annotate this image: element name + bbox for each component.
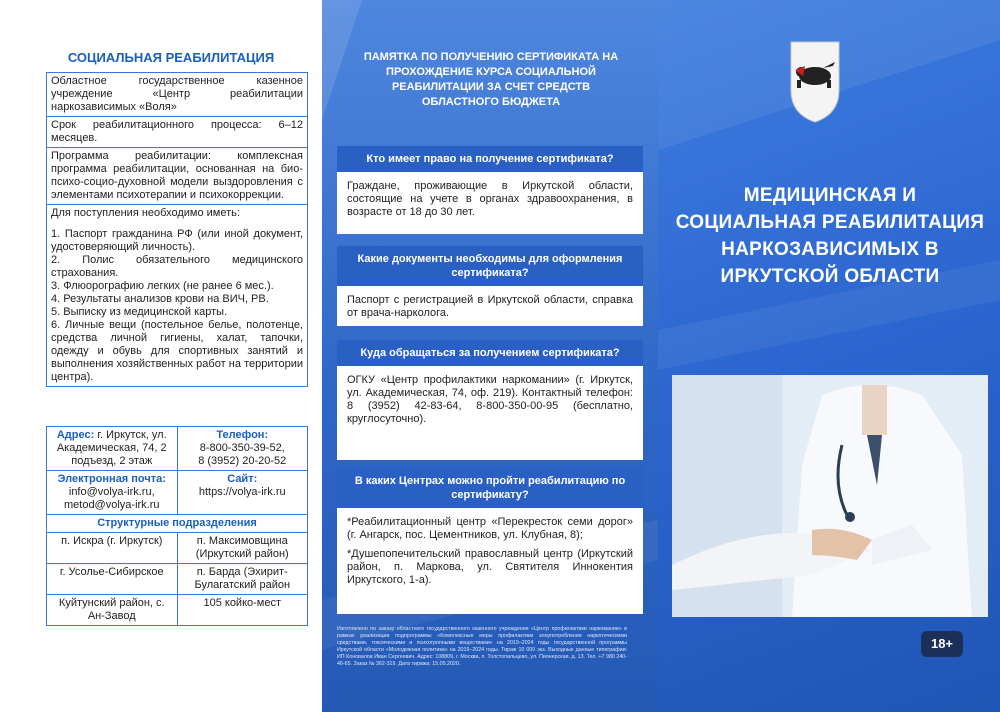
document-item: 2. Полис обязательного медицинского страхования. [51,254,303,279]
info-table [46,72,308,387]
question-heading: В каких Центрах можно пройти реабилитацию по сертификату? [337,468,643,508]
site-cell [178,471,308,514]
documents-row [47,205,307,386]
site-link[interactable]: https://volya-irk.ru [198,486,286,498]
doctor-handshake-photo [672,375,988,617]
email-link[interactable]: metod@volya-irk.ru [63,499,160,511]
answer-text: Граждане, проживающие в Иркутской области, состоящие на учете в органах здравоохранения, в возрасте от 18 до 30 лет. [347,180,633,218]
phone-value: 8-800-350-39-52, [199,442,285,454]
document-item: 3. Флюорографию легких (не ранее 6 мес.). [51,280,274,292]
answer-text: Паспорт с регистрацией в Иркутской области, справка от врача-нарколога. [347,294,633,319]
address-cell [47,427,178,470]
documents-intro: Для поступления необходимо иметь: [51,207,240,219]
fine-print: Изготовлено по заказу областного государственного казенного учреждения «Центр профилактики наркомании» в рамках реализации подпрограммы «Комплексные меры профилактики злоупотребления наркотическими средствами, токсическими и психотропными веществами» на 2019–2024 годы государственной программы Иркутской области «Молодежная политика» на 2019–2024 годы. Тираж 10 000 экз. Выходные данные типографии: ИП Коновалов Иван Сергеевич. Адрес: 108809, г. Москва, п. Толстопальцево, ул. Пионерская, д. 13. Тел. +7 980 240-46-65. Заказ № 362-319. Дата тиража: 15.05.2020. [337,626,627,667]
site-label: Сайт: [227,473,258,485]
brochure-title: МЕДИЦИНСКАЯ И СОЦИАЛЬНАЯ РЕАБИЛИТАЦИЯ НАРКОЗАВИСИМЫХ В ИРКУТСКОЙ ОБЛАСТИ [675,185,985,287]
duration-row: Срок реабилитационного процесса: 6–12 месяцев. [47,117,307,148]
left-panel [0,0,322,712]
coat-of-arms-icon [787,36,843,124]
question-heading: Кто имеет право на получение сертификата? [337,146,643,172]
institution-row: Областное государственное казенное учреждение «Центр реабилитации наркозависимых «Воля» [47,73,307,117]
program-row: Программа реабилитации: комплексная программа реабилитации, основанная на био-психо-социо-духовной модели выздоровления с элементами психотерапии и психокоррекции. [47,148,307,205]
answer-text: ОГКУ «Центр профилактики наркомании» (г. Иркутск, ул. Академическая, 74, оф. 219). Контактный телефон: 8 (3952) 42-83-64, 8-800-350-00-95 (бесплатно, круглосуточно). [347,374,633,425]
unit-cell: п. Барда (Эхирит-Булагатский район [194,566,291,591]
unit-cell: 105 койко-мест [203,597,282,609]
unit-cell: г. Усолье-Сибирское [47,564,178,594]
email-link[interactable]: info@volya-irk.ru, [68,486,155,498]
memo-title: ПАМЯТКА ПО ПОЛУЧЕНИЮ СЕРТИФИКАТА НА ПРОХОЖДЕНИЕ КУРСА СОЦИАЛЬНОЙ РЕАБИЛИТАЦИИ ЗА СЧЕТ СРЕДСТВ ОБЛАСТНОГО БЮДЖЕТА [363,51,619,108]
question-heading: Куда обращаться за получением сертификата? [337,340,643,366]
age-rating-badge: 18+ [921,631,963,657]
phone-value: 8 (3952) 20-20-52 [198,455,287,467]
address-label: Адрес: [56,429,95,441]
question-heading: Какие документы необходимы для оформления сертификата? [337,246,643,286]
question-card [337,468,643,614]
contacts-table [46,426,308,626]
document-item: 5. Выписку из медицинской карты. [51,306,228,318]
document-item: 6. Личные вещи (постельное белье, полотенце, средства личной гигиены, халат, тапочки, одежду и обувь для спортивных занятий и выполнения хозяйственных работ на территории центра). [51,319,303,383]
answer-text: *Душепопечительский православный центр (Иркутский район, п. Маркова, ул. Святителя Иннокентия Иркутского, 1-а). [347,548,633,586]
phone-cell [178,427,308,470]
email-label: Электронная почта: [57,473,166,485]
unit-cell: Куйтунский район, с. Ан-Завод [47,595,178,625]
email-cell [47,471,178,514]
question-card [337,340,643,460]
question-card [337,246,643,326]
question-card [337,146,643,234]
address-value: г. Иркутск, ул. Академическая, 74, 2 подъезд, 2 этаж [56,429,167,467]
document-item: 4. Результаты анализов крови на ВИЧ, РВ. [51,293,269,305]
phone-label: Телефон: [216,429,269,441]
answer-text: *Реабилитационный центр «Перекресток семи дорог» (г. Ангарск, пос. Цементников, ул. Клубная, 8); [347,516,633,541]
document-item: 1. Паспорт гражданина РФ (или иной документ, удостоверяющий личность). [51,228,303,253]
unit-cell: п. Максимовщина (Иркутский район) [195,535,289,560]
left-title: СОЦИАЛЬНАЯ РЕАБИЛИТАЦИЯ [67,50,275,65]
unit-cell: п. Искра (г. Иркутск) [47,533,178,563]
units-title: Структурные подразделения [47,515,307,533]
